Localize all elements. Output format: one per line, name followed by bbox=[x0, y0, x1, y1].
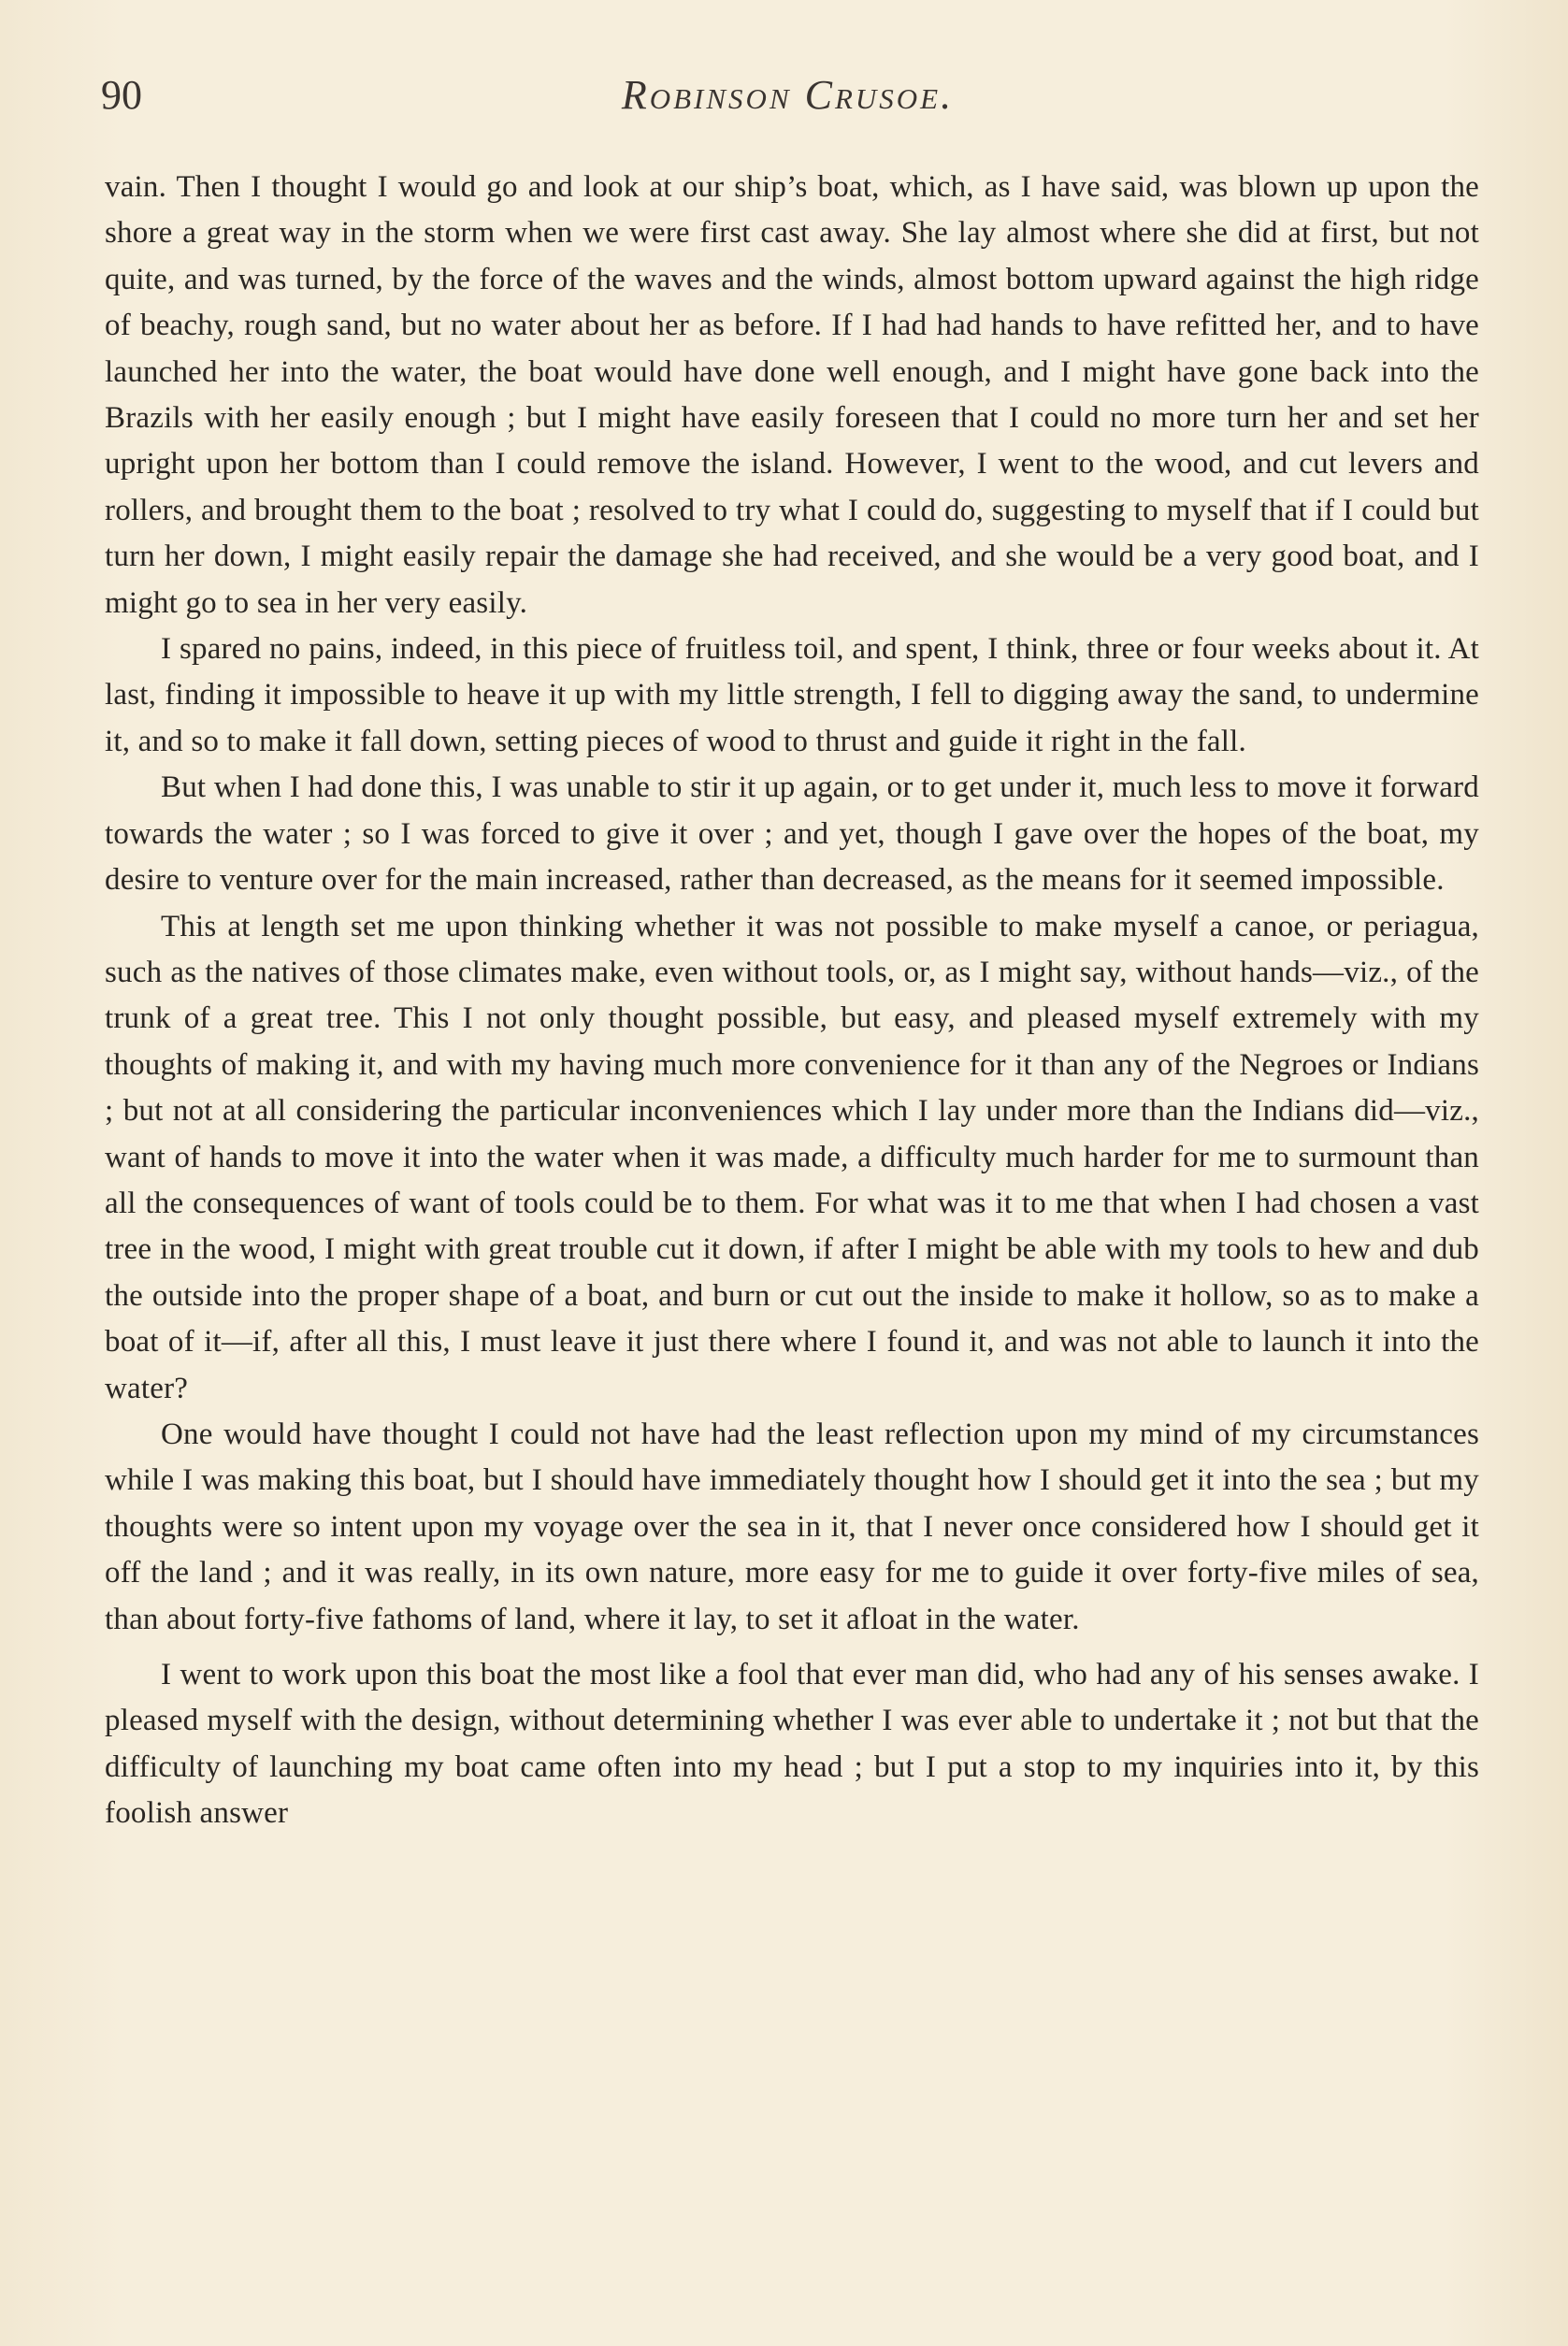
paragraph-3: But when I had done this, I was unable to stir it up again, or to get under it, much less to move it forward towards the water ; so I was forced to give it over ; and yet, though I gave over the hopes of the boat, my desire to venture over for the main increased, rather than decreased, as the means for it seemed impossible. bbox=[105, 770, 1479, 898]
paragraph-4: This at length set me upon thinking whether it was not possible to make myself a canoe, or periagua, such as the natives of those climates make, even without tools, or, as I might say, without hands—viz., of the trunk of a great tree. This I not only thought possible, but easy, and pleased myself extremely with my thoughts of making it, and with my having much more convenience for it than any of the Negroes or Indians ; but not at all considering the particular inconveniences which I lay under more than the Indians did—viz., want of hands to move it into the water when it was made, a difficulty much harder for me to surmount than all the consequences of want of tools could be to them. For what was it to me that when I had chosen a vast tree in the wood, I might with great trouble cut it down, if after I might be able with my tools to hew and dub the outside into the proper shape of a boat, and burn or cut out the inside to make it hollow, so as to make a boat of it—if, after all this, I must leave it just there where I found it, and was not able to launch it into the water? bbox=[105, 909, 1479, 1405]
body-text bbox=[105, 165, 1479, 1837]
paragraph-2: I spared no pains, indeed, in this piece of fruitless toil, and spent, I think, three or four weeks about it. At last, finding it impossible to heave it up with my little strength, I fell to digging away the sand, to undermine it, and so to make it fall down, setting pieces of wood to thrust and guide it right in the fall. bbox=[105, 632, 1479, 758]
paragraph-1: vain. Then I thought I would go and look at our ship’s boat, which, as I have said, was blown up upon the shore a great way in the storm when we were first cast away. She lay almost where she did at first, but not quite, and was turned, by the force of the waves and the winds, almost bottom upward against the high ridge of beachy, rough sand, but no water about her as before. If I had had hands to have refitted her, and to have launched her into the water, the boat would have done well enough, and I might have gone back into the Brazils with her easily enough ; but I might have easily foreseen that I could no more turn her and set her upright upon her bottom than I could remove the island. However, I went to the wood, and cut levers and rollers, and brought them to the boat ; resolved to try what I could do, suggesting to myself that if I could but turn her down, I might easily repair the damage she had received, and she would be a very good boat, and I might go to sea in her very easily. bbox=[105, 170, 1479, 620]
paragraph-5: One would have thought I could not have had the least reflection upon my mind of my circumstances while I was making this boat, but I should have immediately thought how I should get it into the sea ; but my thoughts were so intent upon my voyage over the sea in it, that I never once considered how I should get it off the land ; and it was really, in its own nature, more easy for me to guide it over forty-five miles of sea, than about forty-five fathoms of land, where it lay, to set it afloat in the water. bbox=[105, 1417, 1479, 1636]
running-title: Robinson Crusoe. bbox=[621, 72, 955, 118]
page-header bbox=[101, 71, 1474, 127]
paragraph-6: I went to work upon this boat the most like a fool that ever man did, who had any of his senses awake. I pleased myself with the design, without determining whether I was ever able to undertake it ; not but that the difficulty of launching my boat came often into my head ; but I put a stop to my inquiries into it, by this foolish answer bbox=[105, 1658, 1479, 1831]
page-number: 90 bbox=[101, 72, 142, 118]
